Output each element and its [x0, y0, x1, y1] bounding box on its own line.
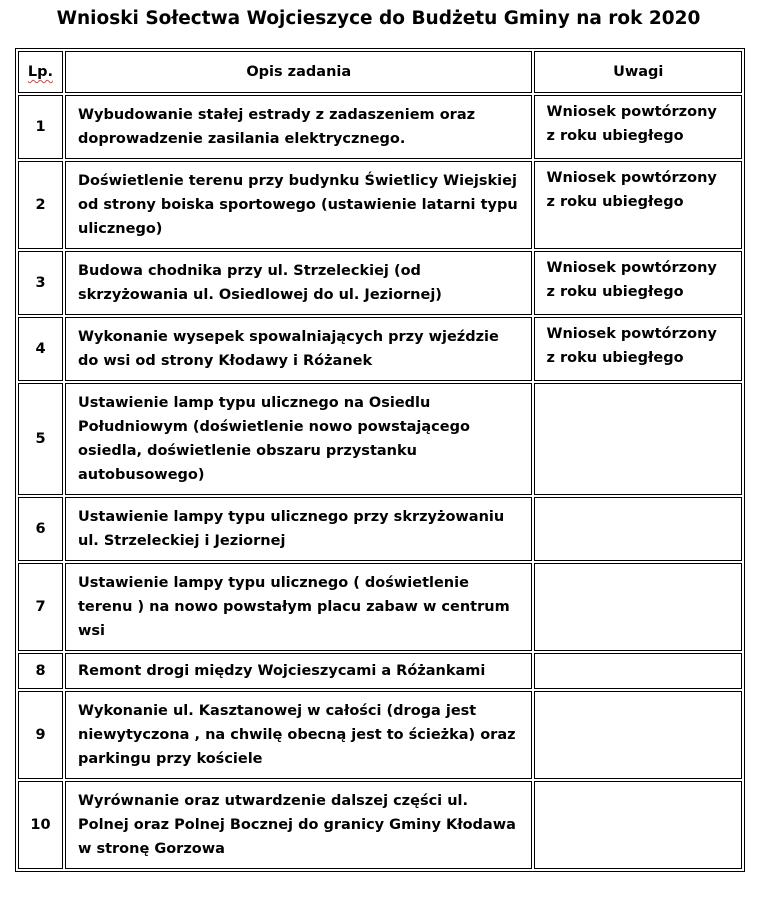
- row-number: 7: [18, 563, 63, 651]
- table-row: [18, 383, 742, 495]
- row-description-cell: [65, 161, 532, 249]
- column-header-lp: Lp.: [18, 51, 63, 93]
- row-notes: Wniosek powtórzony z roku ubiegłego: [546, 326, 717, 366]
- row-description: Doświetlenie terenu przy budynku Świetlicy Wiejskiej od strony boiska sportowego (ustawienie latarni typu ulicznego): [78, 173, 518, 237]
- column-header-notes: Uwagi: [534, 51, 742, 93]
- row-number: 5: [18, 383, 63, 495]
- table-row: [18, 161, 742, 249]
- requests-table: [15, 48, 745, 872]
- row-description: Ustawienie lampy typu ulicznego ( doświetlenie terenu ) na nowo powstałym placu zabaw w centrum wsi: [78, 575, 510, 639]
- row-number: 3: [18, 251, 63, 315]
- row-description: Ustawienie lampy typu ulicznego przy skrzyżowaniu ul. Strzeleckiej i Jeziornej: [78, 509, 505, 549]
- row-number: 6: [18, 497, 63, 561]
- row-description: Ustawienie lamp typu ulicznego na Osiedlu Południowym (doświetlenie nowo powstającego osiedla, doświetlenie obszaru przystanku autobusowego): [78, 395, 470, 483]
- row-description-cell: [65, 691, 532, 779]
- document-title: Wnioski Sołectwa Wojcieszyce do Budżetu Gminy na rok 2020: [56, 8, 701, 29]
- table-row: [18, 317, 742, 381]
- row-notes-cell: [534, 653, 742, 689]
- row-notes-cell: [534, 497, 742, 561]
- row-number: 10: [18, 781, 63, 869]
- row-description: Budowa chodnika przy ul. Strzeleckiej (od skrzyżowania ul. Osiedlowej do ul. Jeziornej): [78, 263, 442, 303]
- table-row: [18, 251, 742, 315]
- row-number: 2: [18, 161, 63, 249]
- table-row: [18, 691, 742, 779]
- row-description-cell: [65, 563, 532, 651]
- row-notes-cell: [534, 95, 742, 159]
- row-description-cell: [65, 653, 532, 689]
- table-header-row: [18, 51, 742, 93]
- row-number: 8: [18, 653, 63, 689]
- table-row: [18, 95, 742, 159]
- table-row: [18, 781, 742, 869]
- row-description-cell: [65, 383, 532, 495]
- row-notes-cell: [534, 161, 742, 249]
- row-description: Remont drogi między Wojcieszycami a Różankami: [78, 663, 486, 679]
- row-description: Wykonanie wysepek spowalniających przy wjeździe do wsi od strony Kłodawy i Różanek: [78, 329, 499, 369]
- row-notes: Wniosek powtórzony z roku ubiegłego: [546, 104, 717, 144]
- row-number: 1: [18, 95, 63, 159]
- row-notes: Wniosek powtórzony z roku ubiegłego: [546, 170, 717, 210]
- row-notes-cell: [534, 317, 742, 381]
- row-description: Wyrównanie oraz utwardzenie dalszej części ul. Polnej oraz Polnej Bocznej do granicy Gminy Kłodawa w stronę Gorzowa: [78, 793, 516, 857]
- row-notes-cell: [534, 383, 742, 495]
- row-description: Wybudowanie stałej estrady z zadaszeniem oraz doprowadzenie zasilania elektrycznego.: [78, 107, 476, 147]
- row-number: 9: [18, 691, 63, 779]
- row-number: 4: [18, 317, 63, 381]
- row-notes: Wniosek powtórzony z roku ubiegłego: [546, 260, 717, 300]
- row-description: Wykonanie ul. Kasztanowej w całości (droga jest niewytyczona , na chwilę obecną jest to ścieżka) oraz parkingu przy kościele: [78, 703, 516, 767]
- row-notes-cell: [534, 691, 742, 779]
- row-notes-cell: [534, 251, 742, 315]
- row-description-cell: [65, 317, 532, 381]
- row-description-cell: [65, 95, 532, 159]
- row-notes-cell: [534, 563, 742, 651]
- row-description-cell: [65, 251, 532, 315]
- row-description-cell: [65, 497, 532, 561]
- table-row: [18, 497, 742, 561]
- column-header-description: Opis zadania: [65, 51, 532, 93]
- table-row: [18, 653, 742, 689]
- table-row: [18, 563, 742, 651]
- row-description-cell: [65, 781, 532, 869]
- row-notes-cell: [534, 781, 742, 869]
